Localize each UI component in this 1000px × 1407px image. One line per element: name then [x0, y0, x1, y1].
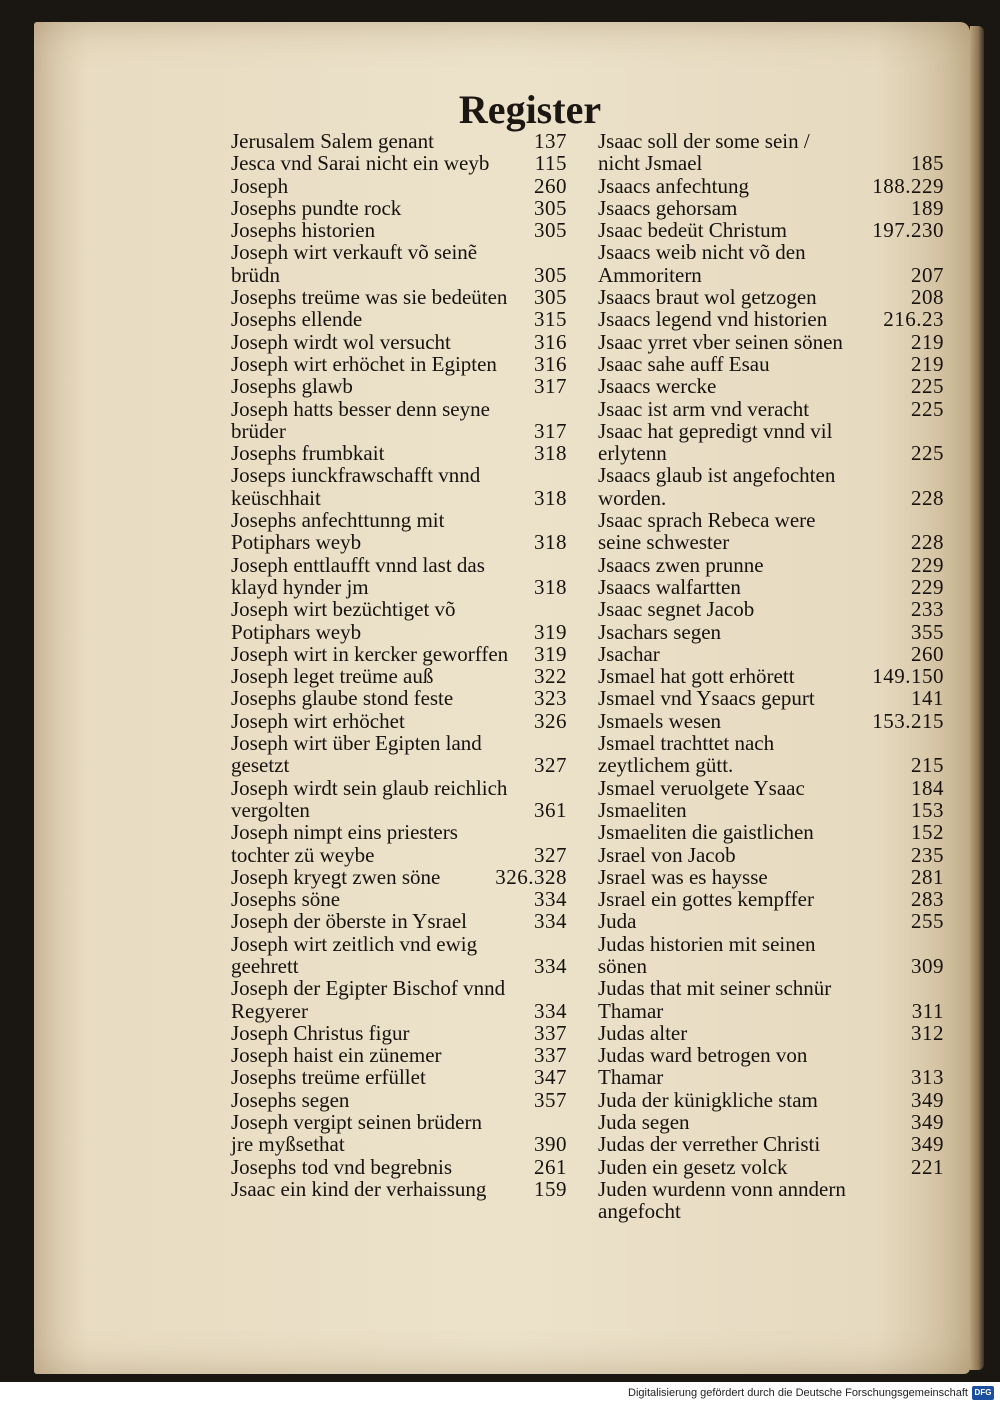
index-entry-text: Jsaacs gehorsam: [598, 195, 738, 220]
index-entry-text: Joseph: [231, 173, 289, 198]
index-entry: [231, 464, 567, 509]
index-entry: [598, 286, 944, 308]
index-entry-text: Joseph Christus figur: [231, 1020, 410, 1045]
index-entry-page: 221: [911, 1154, 944, 1179]
index-entry-text: Jsaac ein kind der verhaissung: [231, 1176, 487, 1201]
index-entry-text: Jerusalem Salem genant: [231, 129, 434, 153]
index-entry-page: 228: [911, 530, 944, 555]
index-entry-page: 316: [534, 329, 567, 354]
index-entry-page: 305: [534, 218, 567, 243]
index-entry-page: 215: [911, 753, 944, 778]
index-entry-page: 305: [534, 285, 567, 310]
index-entry-text: Josephs ellende: [231, 307, 363, 332]
index-entry: [231, 175, 567, 197]
index-entry-text: Judas alter: [598, 1020, 688, 1045]
index-entry: [231, 130, 567, 152]
index-entry-page: 229: [911, 552, 944, 577]
index-entry-page: 305: [534, 262, 567, 287]
index-entry-text: Joseph wirt verkauft võ seinẽ brüdn: [231, 240, 478, 287]
index-entry-text: Jsaacs walfartten: [598, 574, 741, 599]
index-entry-text: Joseph wirt erhöchet: [231, 708, 405, 733]
index-entry: [598, 977, 944, 1022]
index-entry-text: Jesca vnd Sarai nicht ein weyb: [231, 151, 490, 176]
index-entry-page: 159: [534, 1176, 567, 1201]
index-entry: [598, 1178, 944, 1223]
index-entry: [598, 1089, 944, 1111]
index-entry: [231, 197, 567, 219]
index-entry-page: 153: [911, 797, 944, 822]
index-entry: [231, 910, 567, 932]
index-entry-text: Josephs anfechttunng mit Potiphars weyb: [231, 508, 445, 555]
index-entry-text: Josephs segen: [231, 1087, 350, 1112]
index-entry: [598, 710, 944, 732]
index-entry-page: 188.229: [872, 173, 944, 198]
index-entry-page: 361: [534, 797, 567, 822]
index-entry-text: Josephs treüme erfüllet: [231, 1065, 426, 1090]
index-entry: [598, 398, 944, 420]
index-entry: [598, 888, 944, 910]
index-entry-page: 323: [534, 686, 567, 711]
index-entry-text: Jsrael von Jacob: [598, 842, 736, 867]
index-entry-page: 319: [534, 641, 567, 666]
index-entry: [598, 554, 944, 576]
index-entry-text: Jsaac hat gepredigt vnnd vil erlytenn: [598, 418, 833, 466]
index-entry: [598, 1111, 944, 1133]
index-entry-page: 225: [911, 441, 944, 466]
index-entry-page: 334: [534, 909, 567, 934]
index-entry: [598, 464, 944, 509]
index-entry-page: 316: [534, 351, 567, 376]
index-entry-page: 260: [911, 641, 944, 666]
index-entry-text: Joseph haist ein zünemer: [231, 1043, 442, 1068]
index-entry-page: 347: [534, 1065, 567, 1090]
index-entry: [231, 1156, 567, 1178]
index-entry-page: 326.328: [495, 864, 567, 889]
index-entry-text: Jsmael veruolgete Ysaac: [598, 775, 805, 800]
index-entry-text: Joseph der Egipter Bischof vnnd Regyerer: [231, 976, 506, 1023]
index-entry-text: Jsachars segen: [598, 619, 722, 644]
index-entry-text: Josephs pundte rock: [231, 195, 402, 220]
index-entry-page: 311: [911, 998, 944, 1023]
index-entry-text: Joseph wirt erhöchet in Egipten: [231, 351, 497, 376]
index-entry: [598, 175, 944, 197]
index-entry-text: Juda segen: [598, 1110, 690, 1135]
index-entry: [231, 777, 567, 822]
index-entry-page: 229: [911, 574, 944, 599]
index-entry-page: 152: [911, 820, 944, 845]
index-entry-text: Jsaacs zwen prunne: [598, 552, 764, 577]
index-entry: [231, 375, 567, 397]
index-entry-text: Jsaac soll der some sein / nicht Jsmael: [598, 129, 810, 176]
dfg-logo: DFG: [972, 1386, 994, 1400]
index-entry-text: Joseph wirt in kercker geworffen: [231, 641, 509, 666]
index-entry-text: Jsaac yrret vber seinen sönen: [598, 329, 843, 354]
index-entry-page: 233: [911, 597, 944, 622]
index-entry-page: 317: [534, 418, 567, 443]
index-entry-page: 349: [911, 1132, 944, 1157]
index-entry-text: Joseph wirt über Egipten land gesetzt: [231, 731, 482, 778]
index-entry-text: Jsaac segnet Jacob: [598, 597, 755, 622]
index-entry-text: Jsaac sahe auff Esau: [598, 351, 770, 376]
index-entry-page: 326: [534, 708, 567, 733]
index-entry-page: 305: [534, 195, 567, 220]
index-entry: [598, 1133, 944, 1155]
index-entry: [231, 665, 567, 687]
index-entry: [231, 331, 567, 353]
index-entry: [231, 442, 567, 464]
index-entry-text: Josephs treüme was sie bedeüten: [231, 285, 508, 310]
index-entry: [598, 420, 944, 465]
index-entry-text: Joseph enttlaufft vnnd last das klayd hynder jm: [231, 552, 485, 599]
index-entry-page: 317: [534, 374, 567, 399]
index-entry-page: 283: [911, 887, 944, 912]
index-entry: [598, 643, 944, 665]
page-edge: [970, 26, 984, 1370]
index-entry: [231, 888, 567, 910]
index-entry-page: 216.23: [883, 307, 944, 332]
index-entry-text: Jsmael trachttet nach zeytlichem gütt.: [598, 731, 775, 778]
index-entry-text: Joseph wirt bezüchtiget võ Potiphars weyb: [231, 597, 456, 644]
index-entry-page: 115: [534, 151, 567, 176]
index-entry-text: Jsaac sprach Rebeca were seine schwester: [598, 508, 816, 555]
index-entry-text: Jsrael was es haysse: [598, 864, 768, 889]
index-entry-text: Joseps iunckfrawschafft vnnd keüschhait: [231, 463, 481, 510]
index-entry-page: 225: [911, 396, 944, 421]
index-entry-page: 225: [911, 374, 944, 399]
index-entry: [598, 1044, 944, 1089]
index-entry: [231, 598, 567, 643]
index-entry-text: Joseph kryegt zwen söne: [231, 864, 441, 889]
index-entry-page: 281: [911, 864, 944, 889]
index-entry-page: 322: [534, 664, 567, 689]
index-entry-text: Joseph vergipt seinen brüdern jre myßsethat: [231, 1110, 482, 1157]
index-entry-page: 228: [911, 485, 944, 510]
index-entry-page: 334: [534, 953, 567, 978]
index-entry-text: Jsaacs legend vnd historien: [598, 307, 828, 332]
index-entry: [231, 1066, 567, 1088]
index-entry-page: 235: [911, 842, 944, 867]
index-entry-page: 327: [534, 842, 567, 867]
index-entry: [598, 687, 944, 709]
index-entry-text: Jsmaels wesen: [598, 708, 722, 733]
index-entry-text: Jsmael vnd Ysaacs gepurt: [598, 686, 815, 711]
index-entry: [598, 130, 944, 175]
index-entry-text: Juda der künigkliche stam: [598, 1087, 818, 1112]
index-entry: [231, 286, 567, 308]
index-entry: [231, 1022, 567, 1044]
index-entry-text: Jsaacs anfechtung: [598, 173, 750, 198]
index-entry-page: 189: [911, 195, 944, 220]
index-entry: [598, 665, 944, 687]
index-entry-page: 312: [911, 1020, 944, 1045]
index-entry: [598, 1022, 944, 1044]
index-entry-page: 357: [534, 1087, 567, 1112]
index-entry: [231, 1089, 567, 1111]
index-entry-page: 337: [534, 1020, 567, 1045]
index-entry-text: Jsaacs weib nicht võ den Ammoritern: [598, 240, 806, 287]
index-entry: [598, 844, 944, 866]
index-entry-page: 349: [911, 1087, 944, 1112]
index-entry-text: Juden ein gesetz volck: [598, 1154, 788, 1179]
index-entry-text: Joseph hatts besser denn seyne brüder: [231, 396, 490, 443]
index-entry: [231, 687, 567, 709]
index-entry-text: Joseph nimpt eins priesters tochter zü weybe: [231, 820, 458, 867]
index-entry: [598, 1156, 944, 1178]
index-column-left: [231, 130, 567, 1200]
index-entry: [598, 576, 944, 598]
index-entry: [231, 643, 567, 665]
index-entry-page: 141: [911, 686, 944, 711]
index-entry-text: Jsrael ein gottes kempffer: [598, 887, 814, 912]
index-entry-page: 355: [911, 619, 944, 644]
index-entry: [598, 598, 944, 620]
index-entry: [231, 1044, 567, 1066]
index-entry: [598, 353, 944, 375]
index-entry: [598, 732, 944, 777]
index-entry-page: 349: [911, 1110, 944, 1135]
index-entry-page: 390: [534, 1132, 567, 1157]
index-entry-text: Josephs glaube stond feste: [231, 686, 454, 711]
index-entry-page: 327: [534, 753, 567, 778]
index-entry: [598, 910, 944, 932]
index-entry-page: 334: [534, 998, 567, 1023]
index-entry-page: 219: [911, 351, 944, 376]
index-entry: [231, 152, 567, 174]
index-entry: [598, 331, 944, 353]
index-entry: [231, 398, 567, 443]
index-entry-page: 309: [911, 953, 944, 978]
index-entry: [598, 219, 944, 241]
index-entry-page: 185: [911, 151, 944, 176]
index-entry: [231, 1178, 567, 1200]
index-entry: [598, 197, 944, 219]
index-entry-page: 318: [534, 441, 567, 466]
index-entry: [231, 509, 567, 554]
index-entry: [598, 777, 944, 799]
index-entry-text: Joseph leget treüme auß: [231, 664, 434, 689]
index-entry-page: 137: [534, 129, 567, 153]
index-entry: [231, 866, 567, 888]
index-entry-page: 319: [534, 619, 567, 644]
index-entry-text: Jsaacs wercke: [598, 374, 717, 399]
index-entry-page: 318: [534, 530, 567, 555]
index-entry-page: 255: [911, 909, 944, 934]
index-entry: [598, 799, 944, 821]
index-entry-text: Jsmaeliten: [598, 797, 687, 822]
index-entry-text: Josephs söne: [231, 887, 341, 912]
index-entry-text: Judas that mit seiner schnür Thamar: [598, 976, 832, 1023]
index-entry-page: 184: [911, 775, 944, 800]
index-entry-text: Josephs glawb: [231, 374, 353, 399]
index-entry-page: 318: [534, 485, 567, 510]
index-entry: [231, 710, 567, 732]
index-entry-page: 315: [534, 307, 567, 332]
index-entry-text: Josephs frumbkait: [231, 441, 385, 466]
index-entry-text: Jsaac ist arm vnd veracht: [598, 396, 810, 421]
index-entry-text: Josephs historien: [231, 218, 376, 243]
index-entry-page: 313: [911, 1065, 944, 1090]
index-entry: [231, 241, 567, 286]
index-entry-page: 334: [534, 887, 567, 912]
index-column-right: [598, 130, 944, 1223]
index-entry: [598, 621, 944, 643]
index-entry: [598, 241, 944, 286]
index-entry: [598, 821, 944, 843]
index-entry: [231, 308, 567, 330]
index-entry-text: Judas ward betrogen von Thamar: [598, 1043, 808, 1090]
index-entry-text: Joseph wirt zeitlich vnd ewig geehrett: [231, 931, 478, 978]
index-entry: [231, 933, 567, 978]
index-entry-text: Josephs tod vnd begrebnis: [231, 1154, 453, 1179]
register-heading: Register: [458, 87, 602, 132]
index-entry: [231, 732, 567, 777]
index-entry-text: Juden wurdenn vonn anndern angefocht: [598, 1176, 846, 1224]
index-entry-text: Jsmaeliten die gaistlichen: [598, 820, 814, 845]
index-entry-page: 260: [534, 173, 567, 198]
index-entry: [231, 554, 567, 599]
index-entry: [598, 933, 944, 978]
index-entry-text: Juda: [598, 909, 637, 934]
funding-credit: Digitalisierung gefördert durch die Deutsche Forschungsgemeinschaft: [628, 1387, 968, 1399]
index-entry-text: Jsmael hat gott erhörett: [598, 664, 795, 689]
index-entry: [598, 375, 944, 397]
index-entry: [598, 308, 944, 330]
index-entry-page: 337: [534, 1043, 567, 1068]
index-entry: [231, 219, 567, 241]
index-entry-page: 149.150: [872, 664, 944, 689]
index-entry-text: Joseph der öberste in Ysrael: [231, 909, 467, 934]
index-entry-page: 197.230: [872, 218, 944, 243]
index-entry-text: Judas historien mit seinen sönen: [598, 931, 816, 978]
index-entry-page: 261: [534, 1154, 567, 1179]
index-entry: [598, 866, 944, 888]
index-entry-text: Jsachar: [598, 641, 660, 666]
index-entry: [598, 509, 944, 554]
index-entry-text: Judas der verrether Christi: [598, 1132, 821, 1157]
index-entry-page: 208: [911, 285, 944, 310]
index-entry-text: Joseph wirdt sein glaub reichlich vergolten: [231, 775, 508, 822]
index-entry-page: 153.215: [872, 708, 944, 733]
index-entry-page: 207: [911, 262, 944, 287]
index-entry: [231, 821, 567, 866]
index-entry: [231, 1111, 567, 1156]
index-entry-text: Jsaacs braut wol getzogen: [598, 285, 817, 310]
index-entry: [231, 353, 567, 375]
index-entry-text: Jsaacs glaub ist angefochten worden.: [598, 463, 836, 510]
index-entry-text: Joseph wirdt wol versucht: [231, 329, 451, 354]
index-entry-page: 318: [534, 574, 567, 599]
index-entry: [231, 977, 567, 1022]
index-entry-page: 219: [911, 329, 944, 354]
index-entry-text: Jsaac bedeüt Christum: [598, 218, 787, 243]
